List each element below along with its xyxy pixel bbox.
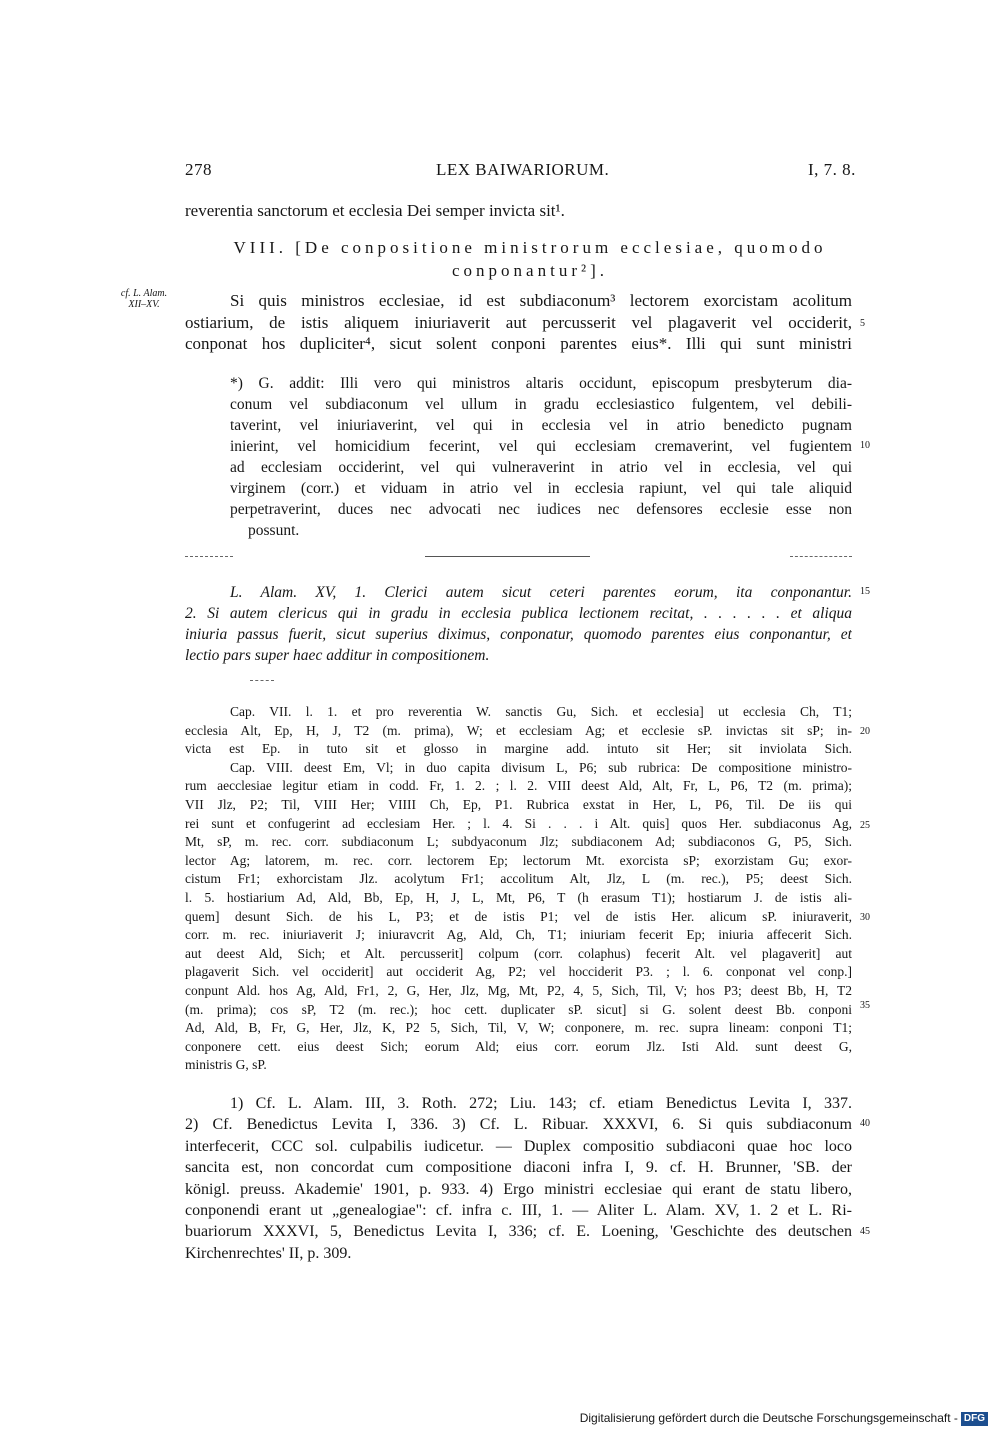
footnote-star-line: *) G. addit: Illi vero qui ministros altaris occidunt, episcopum presbyterum dia- — [230, 375, 852, 392]
digitization-credit — [580, 1411, 988, 1426]
separator-dots — [250, 680, 274, 682]
footnote-star-line: virginem (corr.) et viduam in atrio vel in ecclesia rapiunt, vel qui tale aliquid — [230, 480, 852, 497]
line-number: 30 — [860, 912, 870, 923]
line-number: 5 — [860, 318, 865, 329]
line-number: 45 — [860, 1226, 870, 1237]
footnote-line: Kirchenrechtes' II, p. 309. — [185, 1244, 352, 1262]
apparatus-line: l. 5. hostiarium Ad, Ald, Bb, Ep, H, J, L, Mt, P6, T (h erasum T1); hostiarum J. de istis ali- — [185, 889, 852, 905]
dfg-logo: DFG — [961, 1412, 988, 1426]
apparatus-line: (m. prima); cos sP, T2 (m. rec.); hoc cett. duplicater sP. sicut] si G. solent deest Bb. conponi — [185, 1001, 852, 1017]
parallel-text-line: L. Alam. XV, 1. Clerici autem sicut ceteri parentes eorum, ita conponantur. — [230, 584, 852, 601]
apparatus-line: rum aecclesiae legitur etiam in codd. Fr, 1. 2. ; l. 2. VIII deest Ald, Alt, Fr, L, P6, T2 (m. prima); — [185, 778, 852, 794]
footnote-star — [230, 373, 852, 541]
apparatus-line: cistum Fr1; exhorcistam Jlz. acolytum Fr1; accolitum Alt, Jlz, L (m. rec.), P5; deest Sich. — [185, 871, 852, 887]
footnote-star-line: possunt. — [248, 522, 300, 539]
separator-rule — [425, 556, 590, 557]
footnote-star-line: conum vel subdiaconum vel ullum in gradu ecclesiastico fulgentem, vel debili- — [230, 396, 852, 413]
line-number: 20 — [860, 726, 870, 737]
parallel-text — [185, 582, 852, 666]
apparatus-line: quem] desunt Sich. de his L, P3; et de istis P1; vel de istis Her. alicum sP. iniuraverit, — [185, 908, 852, 924]
apparatus-line: aut deest Ald, Sich; et Alt. percusserit] colpum (corr. colaphus) fecerit Alt. vel plagaverit] aut — [185, 945, 852, 961]
apparatus-line: Mt, sP, m. rec. corr. subdiaconum L; subdyaconum Jlz; subdiaconem Ad; subdiaconos G, P5, Sich. — [185, 834, 852, 850]
footnote-line: conponendi erant ut „genealogiae": cf. infra c. III, 1. — Aliter L. Alam. XV, 1. 2 et L. Ri- — [185, 1202, 852, 1220]
footnote-line: 1) Cf. L. Alam. III, 3. Roth. 272; Liu. 143; cf. etiam Benedictus Levita I, 337. — [230, 1095, 852, 1112]
apparatus-line: ecclesia Alt, Ep, H, J, T2 (m. prima), W; et ecclesiam Ag; et ecclesie sP. invictas sit sP; in- — [185, 722, 852, 738]
line-number: 35 — [860, 1000, 870, 1011]
running-title: LEX BAIWARIORUM. — [436, 160, 610, 179]
footnote-line: königl. preuss. Akademie' 1901, p. 933. 4) Ergo ministri ecclesiae qui erant de statu libero, — [185, 1180, 852, 1198]
apparatus-line: corr. m. rec. iniuriaverit J; iniuravcrit Ag, Ald, Ch, T1; iniuriam fecerit Ep; iniuria affecerit Sich. — [185, 927, 852, 943]
footnote-line: 2) Cf. Benedictus Levita I, 336. 3) Cf. L. Ribuar. XXXVI, 6. Si quis subdiaconum — [185, 1116, 852, 1134]
digitization-credit-text: Digitalisierung gefördert durch die Deutsche Forschungsgemeinschaft - — [579, 1411, 958, 1426]
apparatus-line: lector Ag; latorem, m. rec. corr. lectorem Ep; lectorum Mt. exorcista sP; exorzistam Gu; exor- — [185, 852, 852, 868]
apparatus-line: VII Jlz, P2; Til, VIII Her; VIIII Ch, Ep, P1. Rubrica exstat in Her, L, P6, Til. De iis qui — [185, 796, 852, 812]
footnote-star-line: taverint, vel iniuriaverint, vel qui in ecclesia vel in atrio benedicto pugnam — [230, 417, 852, 434]
margin-note-line1: cf. L. Alam. — [120, 288, 168, 299]
footnote-line: interfecerit, CCC sol. culpabilis iudicetur. — Duplex compositio subdiaconi quae hoc loco — [185, 1137, 852, 1155]
footnote-line: buariorum XXXVI, 5, Benedictus Levita I, 336; cf. E. Loening, 'Geschichte des deutschen — [185, 1223, 852, 1241]
line-number: 10 — [860, 440, 870, 451]
apparatus-line: rei sunt et confugerint ad ecclesiam Her. ; l. 4. Si . . . i Alt. quis] quos Her. subdiaconus Ag, — [185, 815, 852, 831]
chapter-title-line1: VIII. [De conpositione ministrorum ecclesiae, quomodo — [233, 238, 827, 257]
apparatus-line: victa est Ep. in tuto sit et glosso in margine add. intuto sit Her; sit inviolata Sich. — [185, 741, 852, 757]
parallel-text-line: 2. Si autem clericus qui in gradu in ecclesia publica lectionem recitat, . . . . . . et aliqua — [185, 605, 852, 622]
footnote-star-line: perpetraverint, duces nec advocati nec iudices nec defensores ecclesie esse non — [230, 501, 852, 518]
section-reference: I, 7. 8. — [808, 160, 856, 179]
footnote-star-line: ad ecclesiam occiderint, vel qui vulneraverint in atrio vel in ecclesia, vel qui — [230, 459, 852, 476]
parallel-text-line: lectio pars super haec additur in compositionem. — [185, 647, 490, 664]
chapter-title-line2: conponantur²]. — [452, 261, 608, 280]
main-text — [185, 290, 852, 355]
footnote-star-line: inierint, vel homicidium fecerint, vel qui ecclesiam cremaverint, vel fugientem — [230, 438, 852, 455]
separator-dash-left — [185, 556, 233, 558]
apparatus-line: conpunt Ald. hos Ag, Ald, Fr1, 2, G, Her, Jlz, Mg, Mt, P2, 4, 5, Sich, Til, V; hos P3; deest Bb, H, T2 — [185, 982, 852, 998]
footnotes — [185, 1093, 852, 1264]
footnote-line: sancita est, non concordat cum compositione diaconi infra I, 9. cf. H. Brunner, 'SB. der — [185, 1159, 852, 1177]
line-number: 40 — [860, 1118, 870, 1129]
main-text-line: ostiarium, de istis aliquem iniuriaverit aut percusserit vel plagaverit vel occiderit, — [185, 312, 852, 332]
separator-dash-right — [790, 556, 852, 558]
line-number: 15 — [860, 586, 870, 597]
apparatus-line: ministris G, sP. — [185, 1057, 267, 1073]
line-number: 25 — [860, 820, 870, 831]
critical-apparatus — [185, 703, 852, 1075]
intro-line: reverentia sanctorum et ecclesia Dei semper invicta sit¹. — [185, 201, 565, 220]
parallel-text-line: iniuria passus fuerit, sicut superius diximus, conponatur, quomodo parentes eius conponantur, et — [185, 626, 852, 643]
apparatus-line: Ad, Ald, B, Fr, G, Her, Jlz, K, P2 5, Sich, Til, V, W; conponere, m. rec. supra lineam: conponi T1; — [185, 1020, 852, 1036]
main-text-line: conponat hos dupliciter⁴, sicut solent conponi parentes eius*. Illi qui sunt ministri — [185, 334, 852, 353]
apparatus-line: Cap. VIII. deest Em, Vl; in duo capita divisum L, P6; sub rubrica: De compositione ministro- — [230, 759, 852, 775]
apparatus-line: conponere cett. eius deest Sich; eorum Ald; eius corr. eorum Jlz. Isti Ald. sunt deest G, — [185, 1038, 852, 1054]
apparatus-line: Cap. VII. l. 1. et pro reverentia W. sanctis Gu, Sich. et ecclesia] ut ecclesia Ch, T1; — [230, 704, 852, 719]
page-number: 278 — [185, 160, 212, 179]
margin-note-line2: XII–XV. — [128, 299, 160, 310]
main-text-line: Si quis ministros ecclesiae, id est subdiaconum³ lectorem exorcistam acolitum — [230, 291, 852, 310]
apparatus-line: plagaverit Sich. vel occiderit] aut occiderit Ag, P2; vel hocciderit P3. ; l. 6. conponat vel conp.] — [185, 964, 852, 980]
